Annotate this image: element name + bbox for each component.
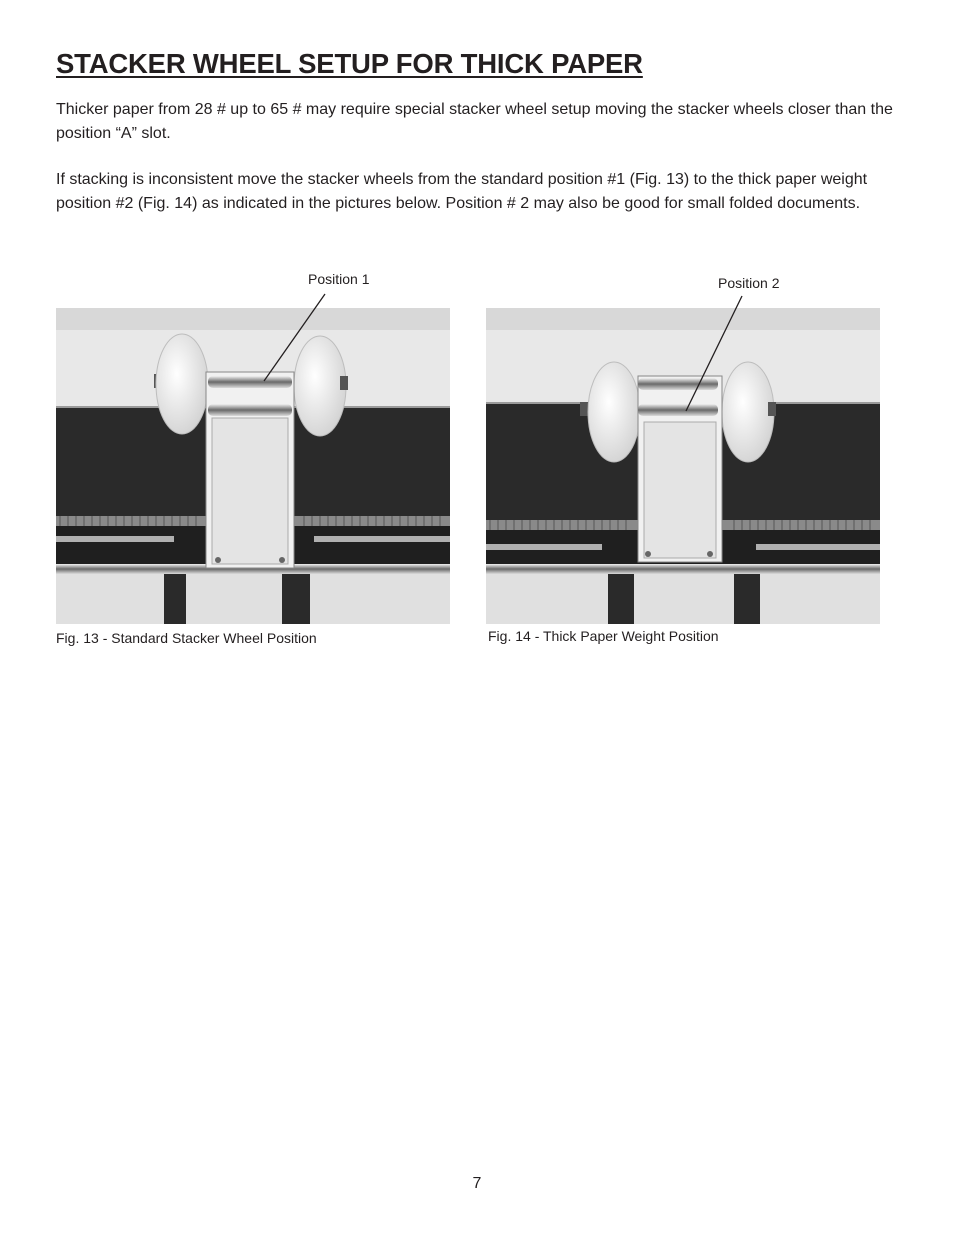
fig13-photo — [56, 308, 450, 624]
fig14-caption: Fig. 14 - Thick Paper Weight Position — [488, 628, 719, 644]
page-number: 7 — [472, 1175, 482, 1192]
position-1-callout: Position 1 — [308, 271, 370, 287]
fig14-photo — [486, 308, 880, 624]
intro-paragraph: Thicker paper from 28 # up to 65 # may require special stacker wheel setup moving the stacker wheels closer than the position “A” slot. — [56, 101, 893, 142]
instruction-paragraph: If stacking is inconsistent move the stacker wheels from the standard position #1 (Fig. 13) to the thick paper weight position #2 (Fig. 14) as indicated in the pictures below. Position # 2 may also be good for small folded documents. — [56, 171, 868, 212]
position-2-callout: Position 2 — [718, 275, 780, 291]
page-title: STACKER WHEEL SETUP FOR THICK PAPER — [56, 48, 643, 79]
fig13-caption: Fig. 13 - Standard Stacker Wheel Position — [56, 630, 317, 646]
